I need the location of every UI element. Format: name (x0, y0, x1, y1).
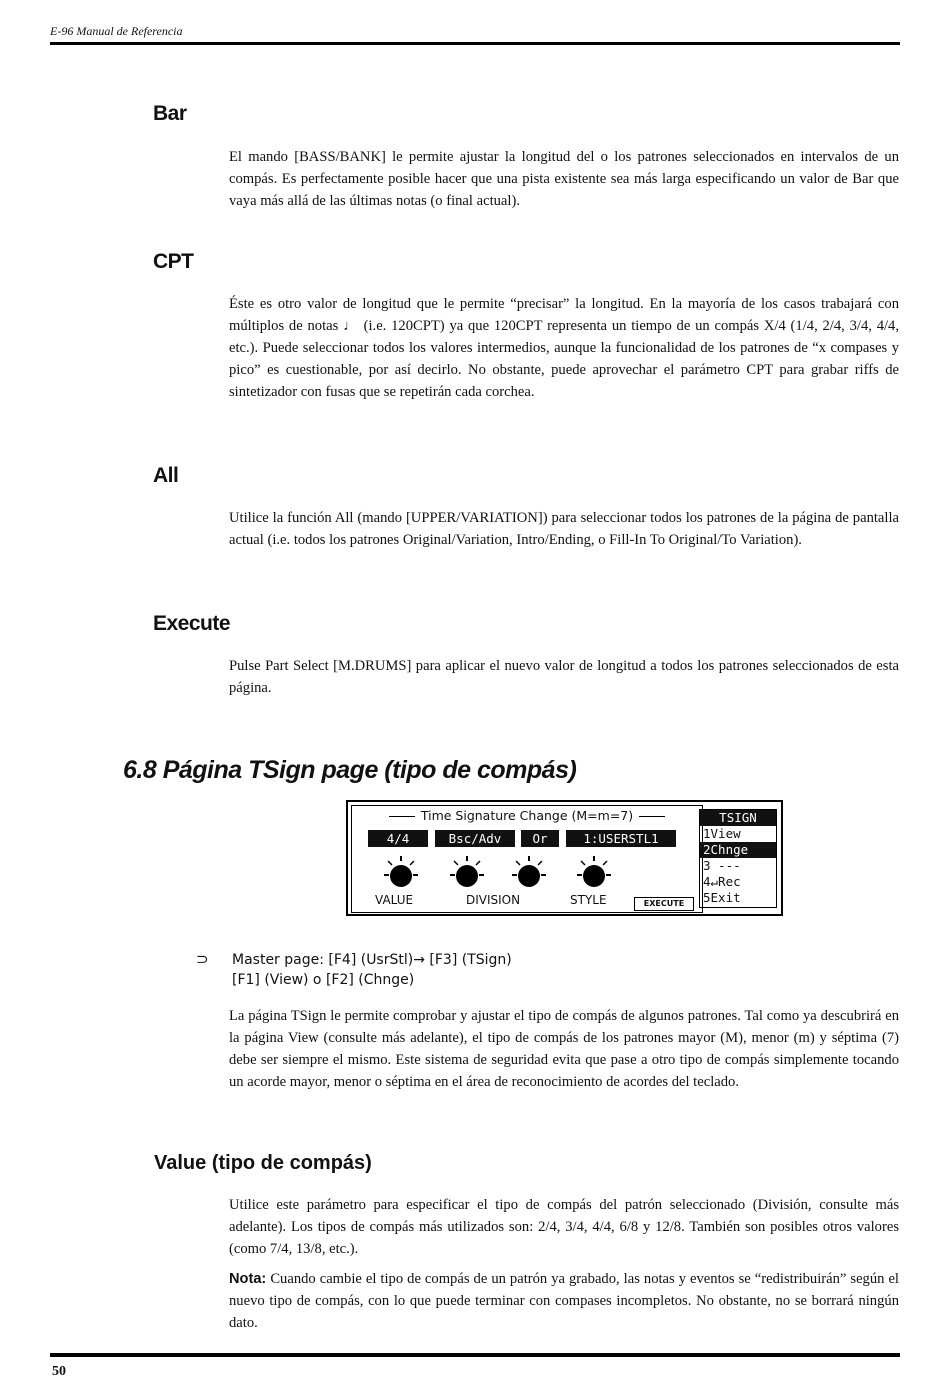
knob-label-style: STYLE (570, 893, 607, 907)
lcd-field-mode: Or (521, 830, 559, 847)
master-page-line-2: [F1] (View) o [F2] (Chnge) (232, 972, 415, 988)
master-page-path (232, 950, 512, 990)
menu-item-change: 2Chnge (700, 842, 776, 858)
nota-paragraph (229, 1268, 899, 1334)
section-title-cpt: CPT (153, 250, 194, 273)
lcd-side-menu (699, 809, 777, 908)
value-section-title: Value (tipo de compás) (154, 1152, 372, 1174)
knob-label-division: DIVISION (466, 893, 521, 907)
section-title-all: All (153, 464, 179, 487)
section-title-execute: Execute (153, 612, 231, 635)
section-text-all: Utilice la función All (mando [UPPER/VARIATION]) para seleccionar todos los patrones de la página de pantalla actual (i.e. todos los patrones Original/Variation, Intro/Ending, o Fill-In To Original/To Variation). (229, 510, 899, 548)
lcd-field-style: 1:USERSTL1 (566, 830, 676, 847)
running-head: E-96 Manual de Referencia (50, 24, 183, 38)
mode-knob-icon (512, 856, 546, 890)
tsign-description: La página TSign le permite comprobar y ajustar el tipo de compás de algunos patrones. Tal como ya descubrirá en la página View (consulte más adelante), el tipo de compás de los patrones mayor (M), menor (m) y séptima (7) debe ser siempre el mismo. Este sistema de seguridad evita que pase a otro tipo de compás simplemente tocando un acorde mayor, menor o séptima en el área de reconocimiento de acordes del teclado. (229, 1008, 899, 1090)
section-title-bar: Bar (153, 102, 187, 125)
style-knob-icon (577, 856, 611, 890)
menu-item-view: 1View (703, 826, 741, 841)
section-text-bar: El mando [BASS/BANK] le permite ajustar la longitud del o los patrones seleccionados en intervalos de un compás. Es perfectamente posible hacer que una pista existente sea más larga especificando un valor de Bar que vaya más allá de las últimas notas (o final actual). (229, 149, 899, 209)
nota-label: Nota: (229, 1271, 267, 1287)
master-page-line-1: Master page: [F4] (UsrStl)→ [F3] (TSign) (232, 952, 512, 968)
menu-item-exit: 5Exit (703, 890, 741, 905)
value-knob-icon (384, 856, 418, 890)
menu-title: TSIGN (700, 810, 776, 826)
section-text-cpt: Éste es otro valor de longitud que le permite “precisar” la longitud. En la mayoría de los casos trabajará con múltiplos de notas ♩ (i.e. 120CPT) ya que 120CPT representa un tiempo de un compás X/4 (1/4, 2/4, 3/4, 4/4, etc.). Puede seleccionar todos los valores intermedios, aunque la funcionalidad de los patrones de “x compases y pico” es cuestionable, por así decirlo. No obstante, puede aprovechar el parámetro CPT para grabar riffs de sintetizador con fusas que se repetirán cada corchea. (229, 296, 899, 400)
lcd-main-panel (351, 805, 703, 913)
menu-item-empty: 3 --- (703, 858, 741, 873)
bottom-rule (50, 1353, 900, 1357)
menu-item-rec: 4↵Rec (703, 874, 741, 889)
lcd-display (346, 800, 783, 916)
value-section-text: Utilice este parámetro para especificar el tipo de compás del patrón seleccionado (División, consulte más adelante). Los tipos de compás más utilizados son: 2/4, 3/4, 4/4, 6/8 y 12/8. También son posibles otros valores (como 7/4, 13/8, etc.). (229, 1197, 899, 1257)
division-knob-icon (450, 856, 484, 890)
master-page-arrow-icon: ⊃ (196, 950, 209, 968)
section-text-execute: Pulse Part Select [M.DRUMS] para aplicar el nuevo valor de longitud a todos los patrones seleccionados de esta página. (229, 658, 899, 696)
page-number: 50 (52, 1364, 66, 1379)
knob-label-value: VALUE (375, 893, 414, 907)
execute-button: EXECUTE (634, 897, 694, 911)
lcd-title: Time Signature Change (M=m=7) (362, 808, 692, 823)
lcd-field-value: 4/4 (368, 830, 428, 847)
top-rule (50, 42, 900, 45)
lcd-field-division: Bsc/Adv (435, 830, 515, 847)
chapter-title: 6.8 Página TSign page (tipo de compás) (123, 756, 577, 784)
nota-text: Cuando cambie el tipo de compás de un patrón ya grabado, las notas y eventos se “redistribuirán” según el nuevo tipo de compás, con lo que puede terminar con compases incompletos. No obstante, no se borrará ningún dato. (229, 1271, 899, 1331)
